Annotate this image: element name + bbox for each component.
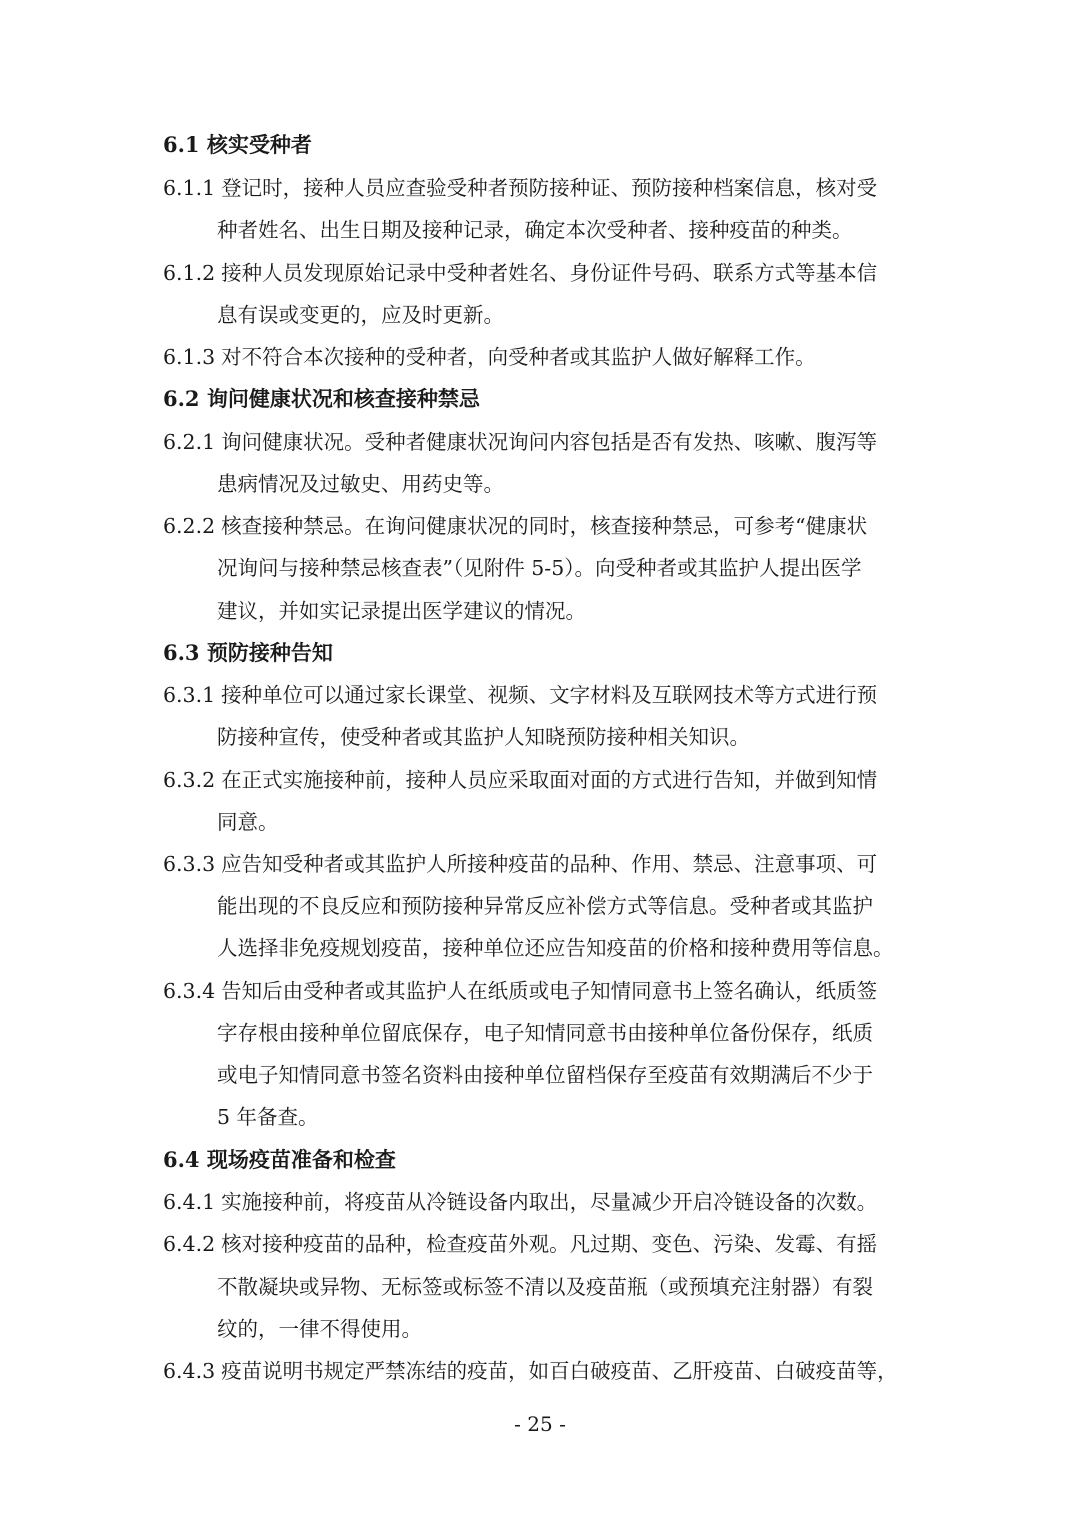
item-number: 6.1.1 bbox=[163, 176, 216, 200]
item-text: 询问健康状况。受种者健康状况询问内容包括是否有发热、咳嗽、腹泻等 bbox=[221, 430, 878, 454]
item-text: 接种单位可以通过家长课堂、视频、文字材料及互联网技术等方式进行预 bbox=[221, 683, 878, 707]
section-heading: 6.4 现场疫苗准备和检查 bbox=[163, 1147, 396, 1172]
paragraph-line: 字存根由接种单位留底保存，电子知情同意书由接种单位备份保存，纸质 bbox=[217, 1021, 873, 1045]
paragraph-line bbox=[163, 1186, 877, 1218]
item-number: 6.2.2 bbox=[163, 514, 216, 538]
item-text: 对不符合本次接种的受种者，向受种者或其监护人做好解释工作。 bbox=[221, 345, 816, 369]
section-heading: 6.2 询问健康状况和核查接种禁忌 bbox=[163, 386, 480, 411]
item-number: 6.3.4 bbox=[163, 979, 216, 1003]
paragraph-line bbox=[163, 172, 877, 204]
paragraph-line bbox=[163, 1228, 877, 1260]
item-text: 接种人员发现原始记录中受种者姓名、身份证件号码、联系方式等基本信 bbox=[221, 261, 878, 285]
item-text: 在正式实施接种前，接种人员应采取面对面的方式进行告知，并做到知情 bbox=[221, 768, 878, 792]
item-number: 6.4.1 bbox=[163, 1190, 216, 1214]
item-number: 6.3.1 bbox=[163, 683, 216, 707]
paragraph-line: 防接种宣传，使受种者或其监护人知晓预防接种相关知识。 bbox=[217, 725, 750, 749]
item-text: 实施接种前，将疫苗从冷链设备内取出，尽量减少开启冷链设备的次数。 bbox=[221, 1190, 878, 1214]
section-heading: 6.1 核实受种者 bbox=[163, 132, 312, 157]
item-number: 6.1.2 bbox=[163, 261, 216, 285]
paragraph-line: 同意。 bbox=[217, 810, 279, 834]
item-text: 应告知受种者或其监护人所接种疫苗的品种、作用、禁忌、注意事项、可 bbox=[221, 852, 878, 876]
paragraph-line: 种者姓名、出生日期及接种记录，确定本次受种者、接种疫苗的种类。 bbox=[217, 218, 853, 242]
paragraph-line bbox=[163, 764, 877, 796]
paragraph-line: 纹的，一律不得使用。 bbox=[217, 1317, 422, 1341]
paragraph-line: 患病情况及过敏史、用药史等。 bbox=[217, 472, 504, 496]
paragraph-line: 人选择非免疫规划疫苗，接种单位还应告知疫苗的价格和接种费用等信息。 bbox=[217, 936, 894, 960]
item-text: 告知后由受种者或其监护人在纸质或电子知情同意书上签名确认，纸质签 bbox=[221, 979, 878, 1003]
item-number: 6.1.3 bbox=[163, 345, 216, 369]
item-text: 核对接种疫苗的品种，检查疫苗外观。凡过期、变色、污染、发霉、有摇 bbox=[221, 1232, 878, 1256]
item-number: 6.4.2 bbox=[163, 1232, 216, 1256]
paragraph-line bbox=[163, 848, 877, 880]
section-heading: 6.3 预防接种告知 bbox=[163, 640, 333, 665]
paragraph-line: 息有误或变更的，应及时更新。 bbox=[217, 303, 504, 327]
paragraph-line bbox=[163, 510, 867, 542]
item-number: 6.3.3 bbox=[163, 852, 216, 876]
item-number: 6.4.3 bbox=[163, 1359, 216, 1383]
paragraph-line: 5 年备查。 bbox=[217, 1105, 319, 1129]
item-number: 6.2.1 bbox=[163, 430, 216, 454]
page-number: - 25 - bbox=[514, 1412, 566, 1436]
paragraph-line bbox=[163, 1355, 898, 1387]
item-number: 6.3.2 bbox=[163, 768, 216, 792]
item-text: 疫苗说明书规定严禁冻结的疫苗，如百白破疫苗、乙肝疫苗、白破疫苗等， bbox=[221, 1359, 898, 1383]
paragraph-line bbox=[163, 679, 877, 711]
item-text: 登记时，接种人员应查验受种者预防接种证、预防接种档案信息，核对受 bbox=[221, 176, 878, 200]
paragraph-line bbox=[163, 257, 877, 289]
paragraph-line: 建议，并如实记录提出医学建议的情况。 bbox=[217, 599, 586, 623]
paragraph-line bbox=[163, 341, 816, 373]
paragraph-line: 能出现的不良反应和预防接种异常反应补偿方式等信息。受种者或其监护 bbox=[217, 894, 873, 918]
paragraph-line: 或电子知情同意书签名资料由接种单位留档保存至疫苗有效期满后不少于 bbox=[217, 1063, 873, 1087]
paragraph-line: 况询问与接种禁忌核查表”（见附件 5-5）。向受种者或其监护人提出医学 bbox=[217, 556, 862, 580]
paragraph-line: 不散凝块或异物、无标签或标签不清以及疫苗瓶（或预填充注射器）有裂 bbox=[217, 1275, 873, 1299]
paragraph-line bbox=[163, 426, 877, 458]
item-text: 核查接种禁忌。在询问健康状况的同时，核查接种禁忌，可参考“健康状 bbox=[221, 514, 868, 538]
paragraph-line bbox=[163, 975, 877, 1007]
